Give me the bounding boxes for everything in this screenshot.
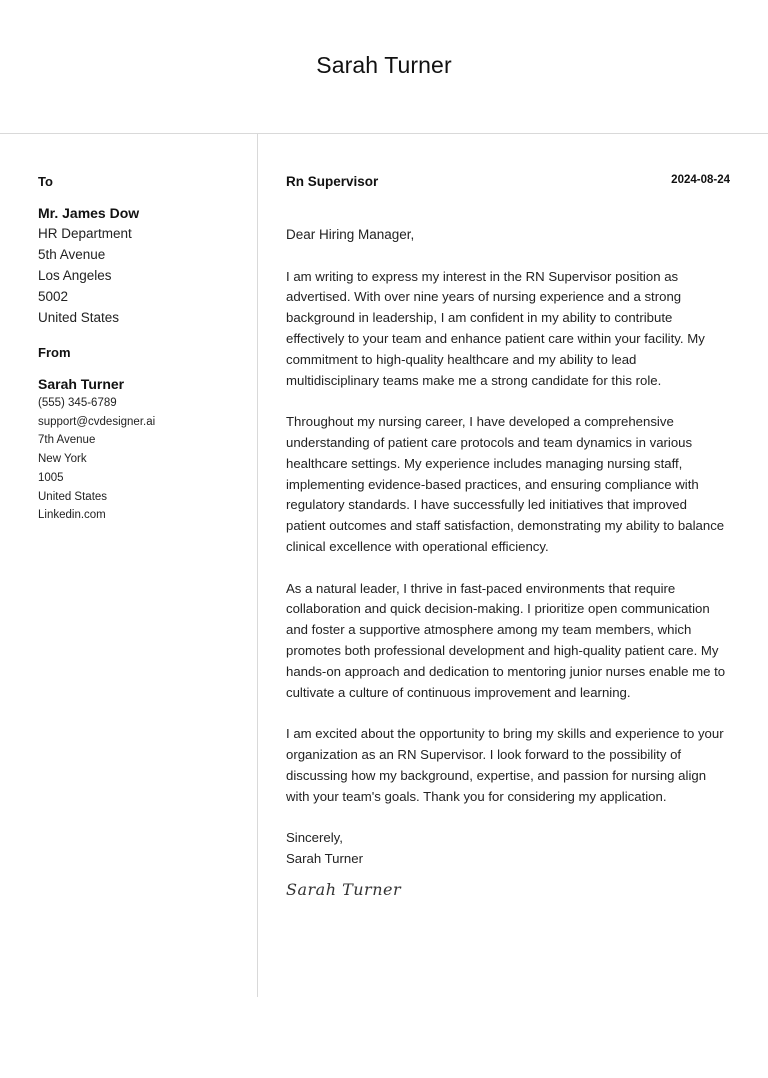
column-divider [257,134,258,997]
sender-street: 7th Avenue [38,434,96,447]
to-label: To [38,174,53,189]
recipient-street: 5th Avenue [38,247,106,262]
paragraph-4: I am excited about the opportunity to bring my skills and experience to your organization as an RN Supervisor. I look forward to the possibility of discussing how my background, expertise, and passion for nursing align with your team's goals. Thank you for considering my application. [286,726,724,804]
recipient-name: Mr. James Dow [38,205,140,221]
letter-date: 2024-08-24 [671,174,730,186]
closing [286,828,730,870]
letter-header [0,0,768,134]
paragraph-1: I am writing to express my interest in the RN Supervisor position as advertised. With over nine years of nursing experience and a strong background in leadership, I am confident in my ability to contribute effectively to your team and enhance patient care within your facility. My commitment to high-quality healthcare and my ability to lead multidisciplinary teams make me a strong candidate for this role. [286,268,705,388]
closing-name: Sarah Turner [286,850,363,866]
recipient-country: United States [38,310,120,325]
letter-body [286,174,730,899]
sender-email: support@cvdesigner.ai [38,415,156,428]
sender-phone: (555) 345-6789 [38,397,117,409]
signature: Sarah Turner [286,879,402,899]
paragraph-3: As a natural leader, I thrive in fast-paced environments that require collaboration and quick decision-making. I prioritize open communication and foster a supportive atmosphere among my team members, which promotes both professional development and high-quality patient care. My hands-on approach and dedication to mentoring junior nurses enable me to cultivate a culture of continuous improvement and learning. [286,580,726,700]
salutation: Dear Hiring Manager, [286,227,415,242]
header-name: Sarah Turner [316,52,452,78]
sender-name: Sarah Turner [38,376,125,392]
recipient-department: HR Department [38,226,132,241]
sender-country: United States [38,490,108,503]
closing-phrase: Sincerely, [286,830,343,846]
sender-linkedin: Linkedin.com [38,509,106,522]
paragraph-2: Throughout my nursing career, I have developed a comprehensive understanding of patient care protocols and team dynamics in various healthcare settings. My experience includes managing nursing staff, implementing evidence-based practices, and ensuring compliance with regulatory standards. I have successfully led initiatives that improved patient outcomes and staff satisfaction, demonstrating my ability to balance clinical excellence with operational efficiency. [286,414,725,554]
recipient-city: Los Angeles [38,268,112,283]
job-title: Rn Supervisor [286,174,379,189]
sidebar [38,174,248,525]
sender-city: New York [38,453,87,466]
recipient-postcode: 5002 [38,289,69,304]
sender-postcode: 1005 [38,471,64,484]
from-label: From [38,345,71,360]
letter-meta [286,174,730,194]
